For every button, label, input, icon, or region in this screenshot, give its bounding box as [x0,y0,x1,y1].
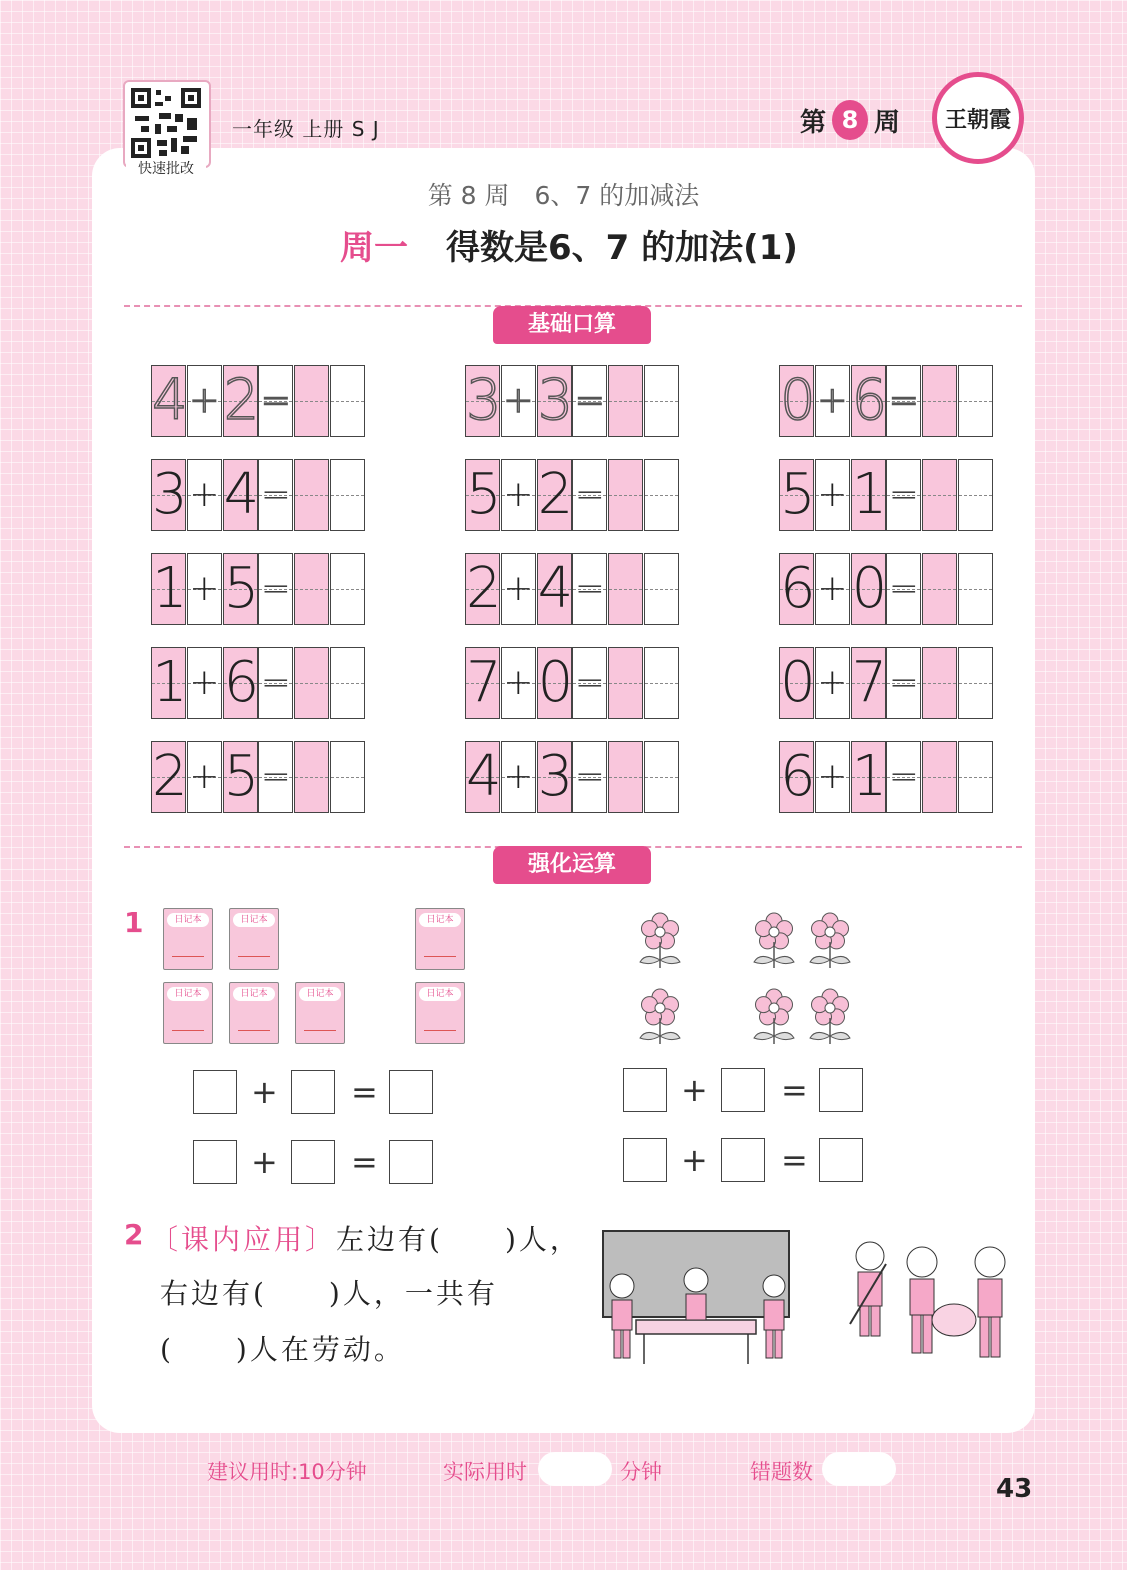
equation-cell: 1 [851,459,886,531]
answer-cell[interactable] [330,553,365,625]
answer-cell[interactable] [922,553,957,625]
equation-cell: = [572,553,607,625]
equation-cell: = [572,647,607,719]
equation-cell: 5 [223,553,258,625]
grade-label: 一年级 上册 S J [232,117,380,141]
equation-cell: + [815,647,850,719]
equation-cell: 3 [537,741,572,813]
answer-cell[interactable] [330,365,365,437]
page-number: 43 [996,1474,1033,1504]
equals-sign: = [781,1071,808,1109]
answer-cell[interactable] [922,647,957,719]
answer-cell[interactable] [330,741,365,813]
flower-image [748,912,800,972]
notebook-image: 日记本 [163,908,213,970]
answer-cell[interactable] [922,741,957,813]
answer-cell[interactable] [330,459,365,531]
equation-row [151,459,366,531]
equation-cell: 4 [151,365,186,437]
errors-label: 错题数 [750,1460,813,1484]
answer-cell[interactable] [922,365,957,437]
equation-cell: = [258,647,293,719]
equation-cell: 6 [851,365,886,437]
errors-input[interactable] [822,1452,896,1486]
equation-cell: = [258,553,293,625]
equation-cell: 4 [537,553,572,625]
equation-cell: 6 [223,647,258,719]
equation-cell: 2 [223,365,258,437]
equation-cell: + [187,459,222,531]
equation-row [779,647,994,719]
question-line: 右边有( )人，一共有 [160,1277,498,1310]
equation-cell: 7 [465,647,500,719]
page-title [340,220,798,269]
equation-cell: 4 [465,741,500,813]
answer-cell[interactable] [644,459,679,531]
equation-cell: 5 [223,741,258,813]
equation-cell: 0 [779,365,814,437]
equation-cell: = [572,459,607,531]
answer-cell[interactable] [294,365,329,437]
answer-box[interactable] [389,1140,433,1184]
equation-cell: + [501,459,536,531]
answer-cell[interactable] [294,741,329,813]
equation-cell: = [572,365,607,437]
week-label [800,100,900,140]
equation-row [151,553,366,625]
answer-box[interactable] [193,1140,237,1184]
equation-cell: = [886,741,921,813]
answer-cell[interactable] [958,553,993,625]
equation-row [151,741,366,813]
kids-illustration [842,1234,1022,1364]
equation-cell: + [187,741,222,813]
answer-cell[interactable] [644,741,679,813]
equation-cell: 2 [537,459,572,531]
equation-cell: + [187,647,222,719]
flower-image [634,988,686,1048]
equation-cell: 6 [779,553,814,625]
equation-cell: = [258,365,293,437]
week-number-badge: 8 [832,100,868,140]
notebook-image: 日记本 [295,982,345,1044]
answer-cell[interactable] [608,741,643,813]
equation-cell: 4 [223,459,258,531]
question-tag: 〔课内应用〕 [150,1223,337,1256]
equation-cell: 0 [851,553,886,625]
qr-code[interactable] [123,80,211,168]
equation-cell: = [886,647,921,719]
actual-time-label: 实际用时 [443,1460,527,1484]
classroom-illustration [600,1228,815,1368]
equation-row [151,647,366,719]
equation-row [465,741,680,813]
minutes-label: 分钟 [620,1460,662,1484]
equation-row [779,365,994,437]
equation-cell: + [501,741,536,813]
question-line: ( )人在劳动。 [160,1333,405,1366]
answer-box[interactable] [291,1070,335,1114]
answer-box[interactable] [291,1140,335,1184]
equation-cell: 1 [851,741,886,813]
equation-cell: 3 [537,365,572,437]
week-suffix: 周 [874,107,901,138]
equation-cell: 0 [537,647,572,719]
equation-cell: 6 [779,741,814,813]
plus-sign: + [681,1071,708,1109]
equation-cell: 3 [151,459,186,531]
notebook-image: 日记本 [229,982,279,1044]
flower-image [634,912,686,972]
equation-cell: = [886,459,921,531]
equals-sign: = [351,1073,378,1111]
plus-sign: + [251,1073,278,1111]
answer-cell[interactable] [644,647,679,719]
equation-cell: + [187,553,222,625]
suggested-time: 建议用时:10分钟 [207,1460,367,1484]
equation-cell: + [501,647,536,719]
equation-cell: 1 [151,647,186,719]
answer-cell[interactable] [608,459,643,531]
flower-image [748,988,800,1048]
question-number: 1 [124,906,144,939]
equals-sign: = [781,1141,808,1179]
actual-time-input[interactable] [538,1452,612,1486]
equation-cell: + [815,553,850,625]
equation-row [465,459,680,531]
answer-cell[interactable] [608,365,643,437]
equation-row [779,553,994,625]
answer-cell[interactable] [958,647,993,719]
equation-cell: 5 [779,459,814,531]
equation-cell: 0 [779,647,814,719]
equation-row [465,647,680,719]
brand-logo [932,72,1024,164]
equation-cell: + [815,741,850,813]
answer-cell[interactable] [294,647,329,719]
notebook-image: 日记本 [415,982,465,1044]
equation-cell: 2 [151,741,186,813]
equation-cell: = [886,553,921,625]
answer-box[interactable] [721,1068,765,1112]
equation-cell: = [258,741,293,813]
equation-cell: + [501,365,536,437]
equation-row [465,553,680,625]
question-number: 2 [124,1218,144,1251]
equation-grid [151,365,993,813]
page-subtitle: 第 8 周 6、7 的加减法 [427,181,700,210]
answer-cell[interactable] [294,553,329,625]
answer-box[interactable] [623,1068,667,1112]
answer-cell[interactable] [958,365,993,437]
equals-sign: = [351,1143,378,1181]
title-day: 周一 [340,228,408,268]
week-prefix: 第 [800,107,827,138]
equation-cell: 2 [465,553,500,625]
answer-cell[interactable] [608,647,643,719]
brand-logo-text: 王朝霞 [944,107,1011,133]
title-topic: 得数是6、7 的加法(1) [446,228,798,268]
answer-cell[interactable] [958,741,993,813]
answer-cell[interactable] [644,365,679,437]
answer-box[interactable] [389,1070,433,1114]
equation-row [779,741,994,813]
notebook-image: 日记本 [163,982,213,1044]
section-tag-basic: 基础口算 [493,306,651,344]
flower-image [804,912,856,972]
answer-box[interactable] [819,1138,863,1182]
answer-box[interactable] [721,1138,765,1182]
qr-label: 快速批改 [126,158,206,178]
equation-cell: = [258,459,293,531]
flower-image [804,988,856,1048]
equation-row [779,459,994,531]
notebook-image: 日记本 [415,908,465,970]
equation-cell: + [187,365,222,437]
answer-cell[interactable] [330,647,365,719]
plus-sign: + [681,1141,708,1179]
plus-sign: + [251,1143,278,1181]
section-tag-advanced: 强化运算 [493,846,651,884]
answer-cell[interactable] [608,553,643,625]
answer-cell[interactable] [294,459,329,531]
equation-cell: + [815,365,850,437]
answer-cell[interactable] [958,459,993,531]
equation-cell: 1 [151,553,186,625]
equation-cell: 3 [465,365,500,437]
equation-cell: + [501,553,536,625]
equation-cell: = [886,365,921,437]
answer-cell[interactable] [644,553,679,625]
notebook-image: 日记本 [229,908,279,970]
answer-cell[interactable] [922,459,957,531]
equation-cell: = [572,741,607,813]
question-line: 〔课内应用〕左边有( )人， [150,1223,581,1256]
answer-box[interactable] [819,1068,863,1112]
equation-row [151,365,366,437]
answer-box[interactable] [193,1070,237,1114]
equation-cell: 7 [851,647,886,719]
answer-box[interactable] [623,1138,667,1182]
equation-cell: + [815,459,850,531]
equation-row [465,365,680,437]
equation-cell: 5 [465,459,500,531]
